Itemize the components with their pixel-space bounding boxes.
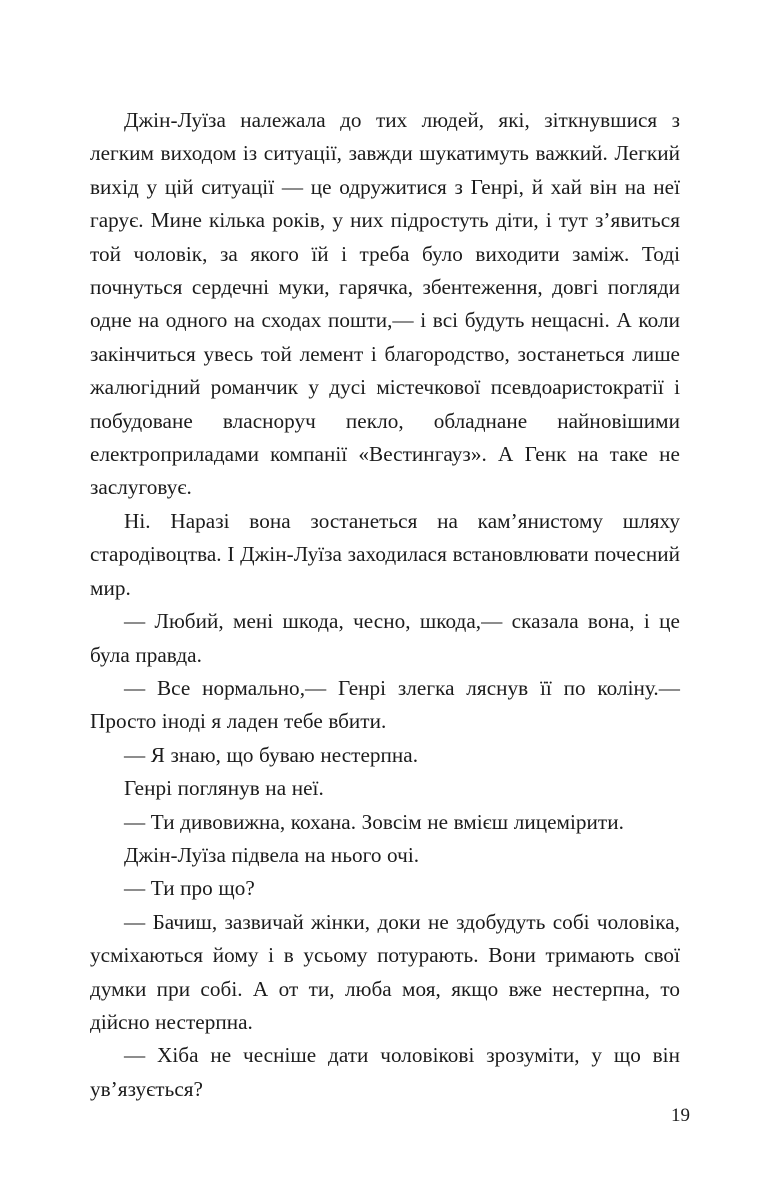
paragraph: Ні. Наразі вона зостанеться на кам’янистому шляху стародівоцтва. І Джін-Луїза заходилася встановлювати почесний мир. [90,508,680,600]
paragraph: Джін-Луїза належала до тих людей, які, зіткнувшися з легким виходом із ситуації, завжди шукатимуть важкий. Легкий вихід у цій ситуації — це одружитися з Генрі, й хай він на неї гарує. Мине кілька років, у них підростуть діти, і тут з’явиться той чоловік, за якого їй і треба було виходити заміж. Тоді почнуться сердечні муки, гарячка, збентеження, довгі погляди одне на одного на сходах пошти,— і всі будуть нещасні. А коли закінчиться увесь той лемент і благородство, зостанеться лише жалюгідний романчик у дусі містечкової псевдоаристократії і побудоване власноруч пекло, обладнане найновішими електроприладами компанії «Вестингауз». А Генк на таке не заслуговує. [90,108,680,500]
paragraph: — Все нормально,— Генрі злегка ляснув її по коліну.— Просто іноді я ладен тебе вбити. [90,675,680,734]
paragraph: Генрі поглянув на неї. [124,776,324,801]
paragraph: — Ти дивовижна, кохана. Зовсім не вмієш лицемірити. [124,809,624,834]
body-text-column [90,104,680,1106]
paragraph: — Бачиш, зазвичай жінки, доки не здобудуть собі чоловіка, усміхаються йому і в усьому потурають. Вони тримають свої думки при собі. А от ти, люба моя, якщо вже нестерпна, то дійсно нестерпна. [90,909,680,1034]
paragraph: — Любий, мені шкода, чесно, шкода,— сказала вона, і це була правда. [90,609,680,667]
paragraph: — Хіба не чесніше дати чоловікові зрозуміти, у що він ув’язується? [90,1043,680,1101]
paragraph: — Ти про що? [124,876,255,901]
paragraph: Джін-Луїза підвела на нього очі. [124,842,420,867]
paragraph: — Я знаю, що буваю нестерпна. [124,742,419,767]
page-number: 19 [671,1105,690,1126]
